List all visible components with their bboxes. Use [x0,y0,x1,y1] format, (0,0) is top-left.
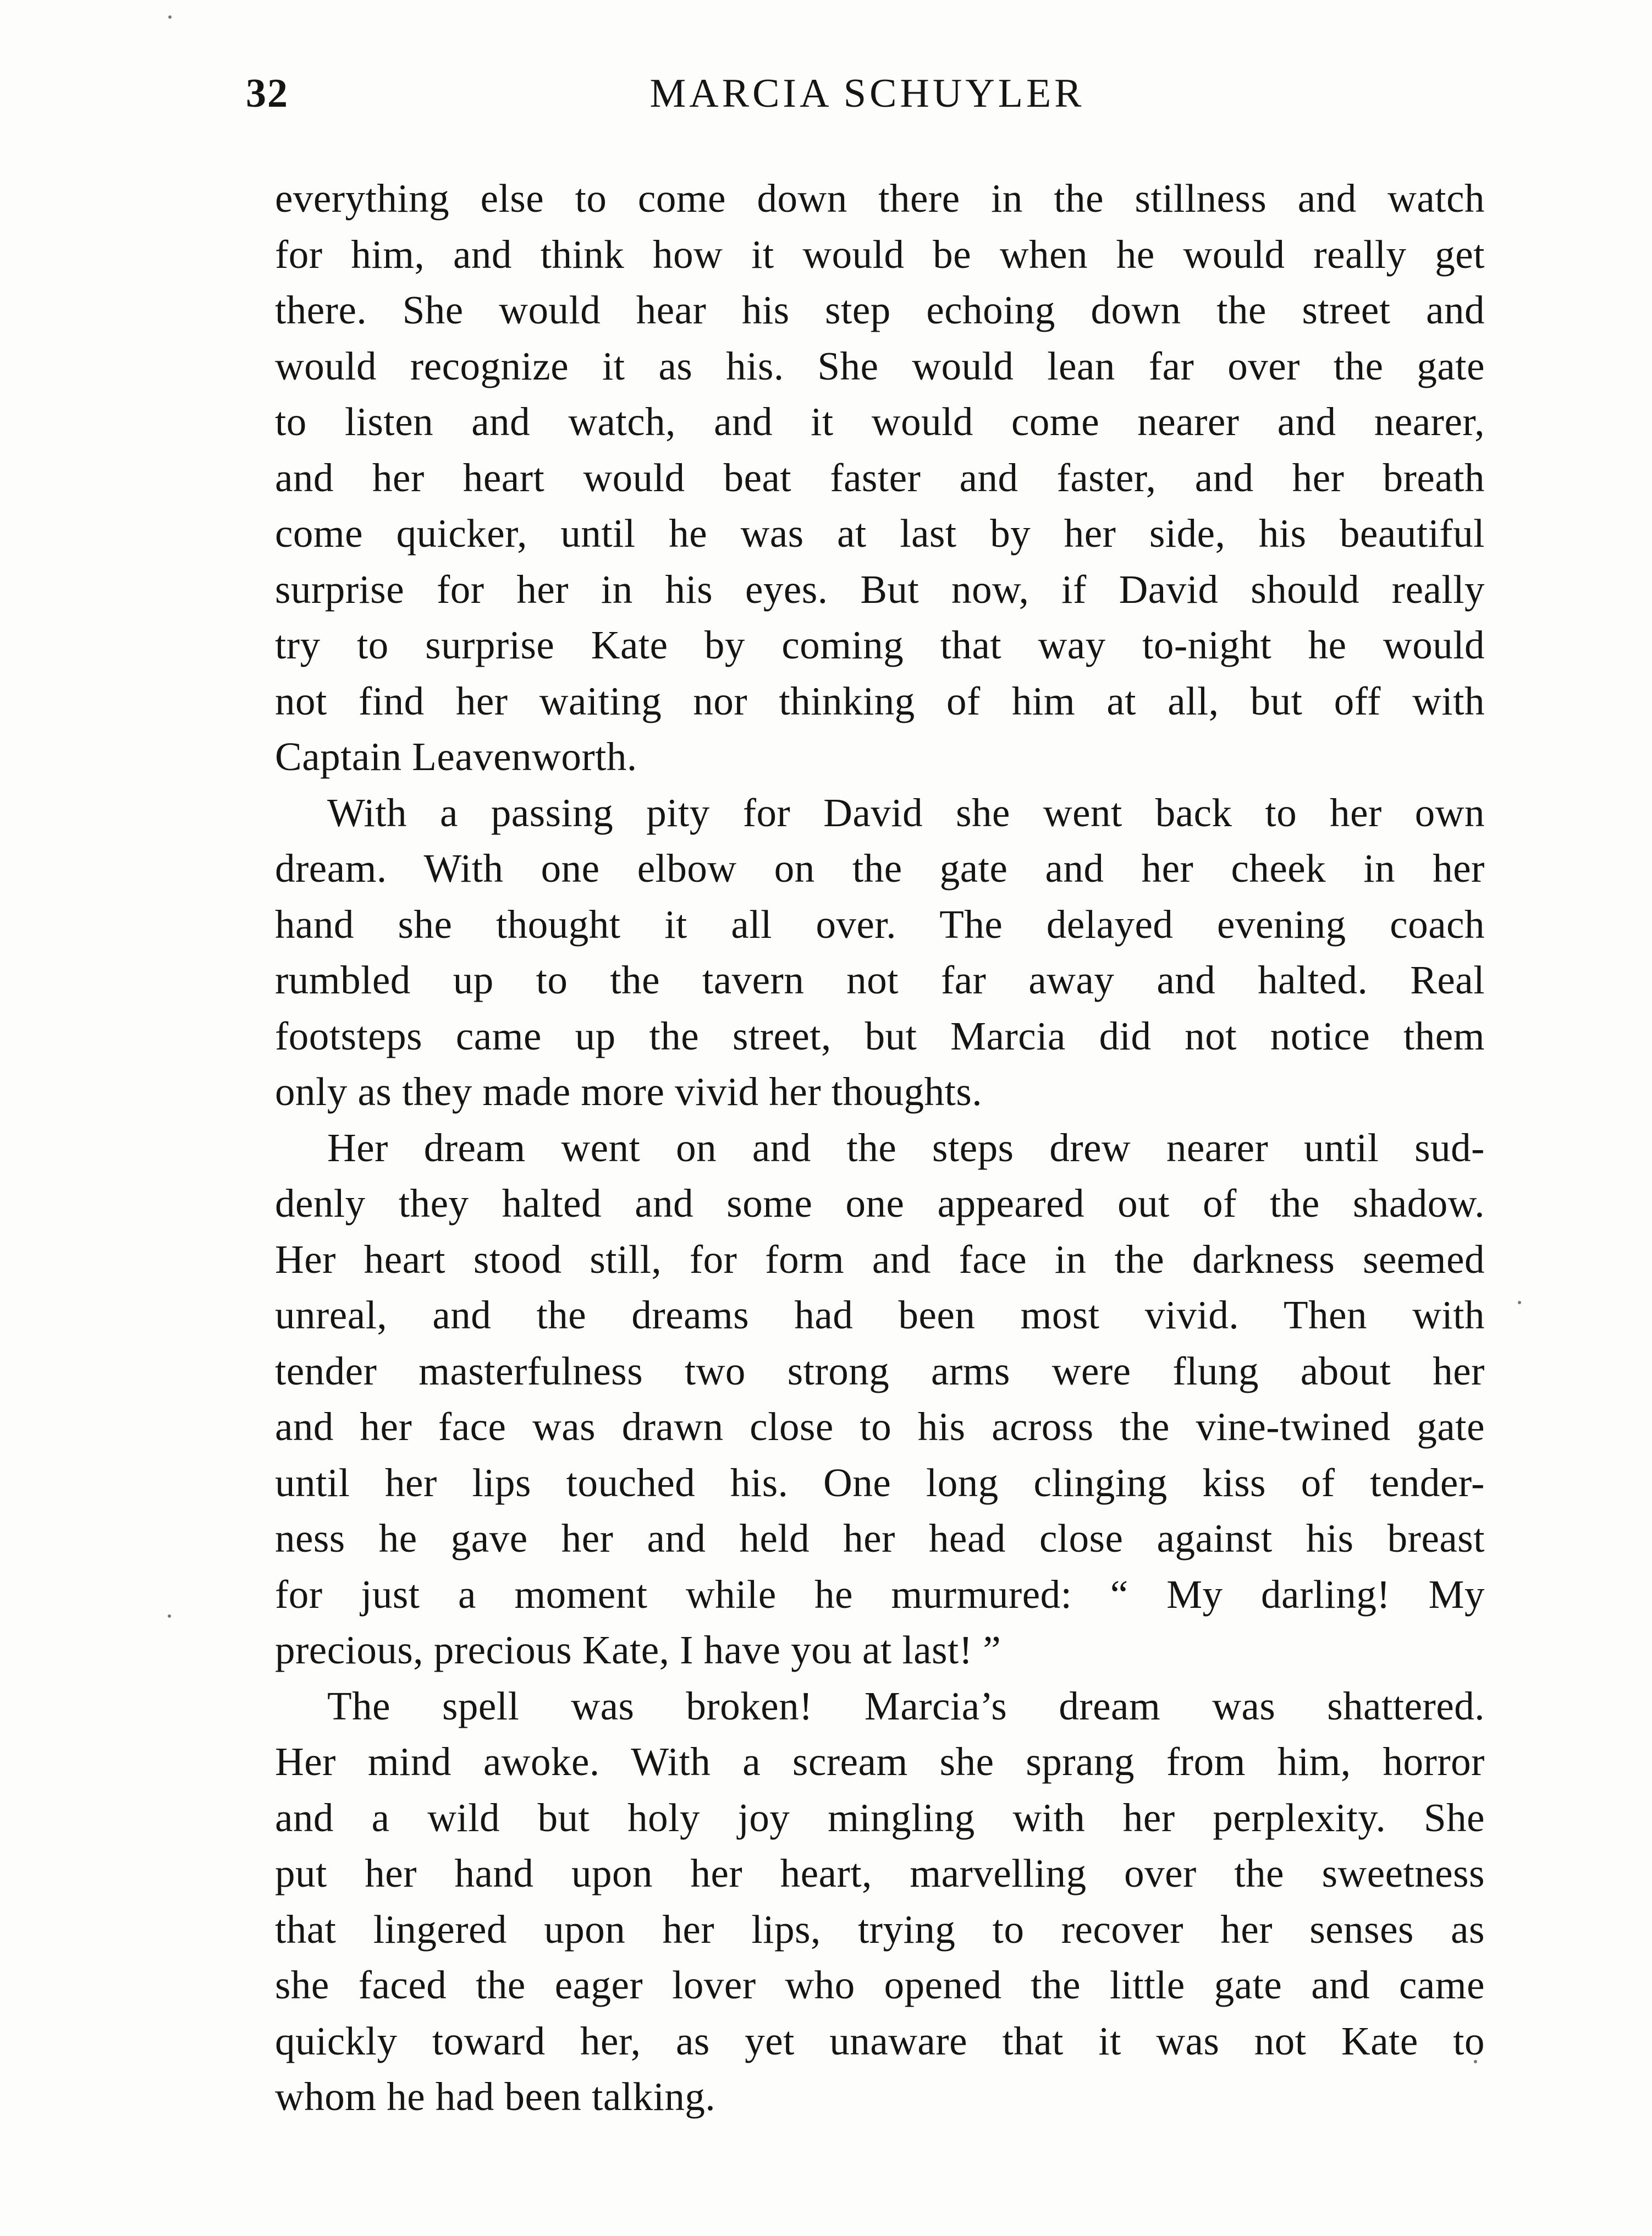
text-line: that lingered upon her lips, trying to recover her senses as [275,1907,1485,1952]
page-number: 32 [246,71,289,116]
text-line: and her face was drawn close to his across the vine-twined gate [275,1404,1485,1449]
text-line: everything else to come down there in the stillness and watch [275,176,1485,221]
text-line: come quicker, until he was at last by her side, his beautiful [275,511,1485,556]
text-line: whom he had been talking. [275,2074,716,2119]
text-line: not find her waiting nor thinking of him at all, but off with [275,678,1485,723]
paragraph-2 [275,785,1485,1120]
text-line: Captain Leavenworth. [275,734,637,779]
text-line: denly they halted and some one appeared out of the shadow. [275,1181,1485,1226]
text-line: Her heart stood still, for form and face in the darkness seemed [275,1237,1485,1282]
text-line: footsteps came up the street, but Marcia did not notice them [275,1013,1485,1058]
text-line: for just a moment while he murmured: “ My darling! My [275,1572,1485,1617]
paper-speck [1518,1301,1521,1304]
text-line: try to surprise Kate by coming that way to-night he would [275,623,1485,667]
text-line: and her heart would beat faster and faster, and her breath [275,455,1485,500]
text-line: unreal, and the dreams had been most vivid. Then with [275,1293,1485,1337]
text-line: Her dream went on and the steps drew nearer until sud- [327,1125,1485,1170]
text-line: dream. With one elbow on the gate and her cheek in her [275,846,1485,891]
text-line: quickly toward her, as yet unaware that it was not Kate to [275,2018,1485,2063]
text-line: she faced the eager lover who opened the little gate and came [275,1963,1485,2007]
text-line: rumbled up to the tavern not far away and halted. Real [275,958,1485,1002]
text-line: to listen and watch, and it would come nearer and nearer, [275,399,1485,444]
paper-speck [168,15,172,19]
body-text [275,171,1485,2125]
text-line: surprise for her in his eyes. But now, if David should really [275,567,1485,612]
text-line: only as they made more vivid her thoughts. [275,1069,983,1114]
text-line: and a wild but holy joy mingling with her perplexity. She [275,1795,1485,1840]
paragraph-4 [275,1678,1485,2125]
text-line: would recognize it as his. She would lean far over the gate [275,343,1485,388]
text-line: The spell was broken! Marcia’s dream was shattered. [327,1683,1485,1728]
text-line: until her lips touched his. One long clinging kiss of tender- [275,1460,1485,1505]
text-line: for him, and think how it would be when he would really get [275,232,1485,277]
text-line: ness he gave her and held her head close against his breast [275,1516,1485,1561]
paragraph-1 [275,171,1485,785]
paper-speck [168,1614,171,1618]
paragraph-3 [275,1120,1485,1678]
text-line: put her hand upon her heart, marvelling over the sweetness [275,1851,1485,1896]
text-line: hand she thought it all over. The delayed evening coach [275,902,1485,947]
book-title: MARCIA SCHUYLER [649,71,1085,116]
running-head [246,66,1489,127]
text-line: there. She would hear his step echoing down the street and [275,288,1485,332]
text-line: With a passing pity for David she went back to her own [327,790,1485,835]
text-line: Her mind awoke. With a scream she sprang from him, horror [275,1739,1485,1784]
text-line: tender masterfulness two strong arms were flung about her [275,1348,1485,1393]
text-line: precious, precious Kate, I have you at last! ” [275,1628,1001,1672]
